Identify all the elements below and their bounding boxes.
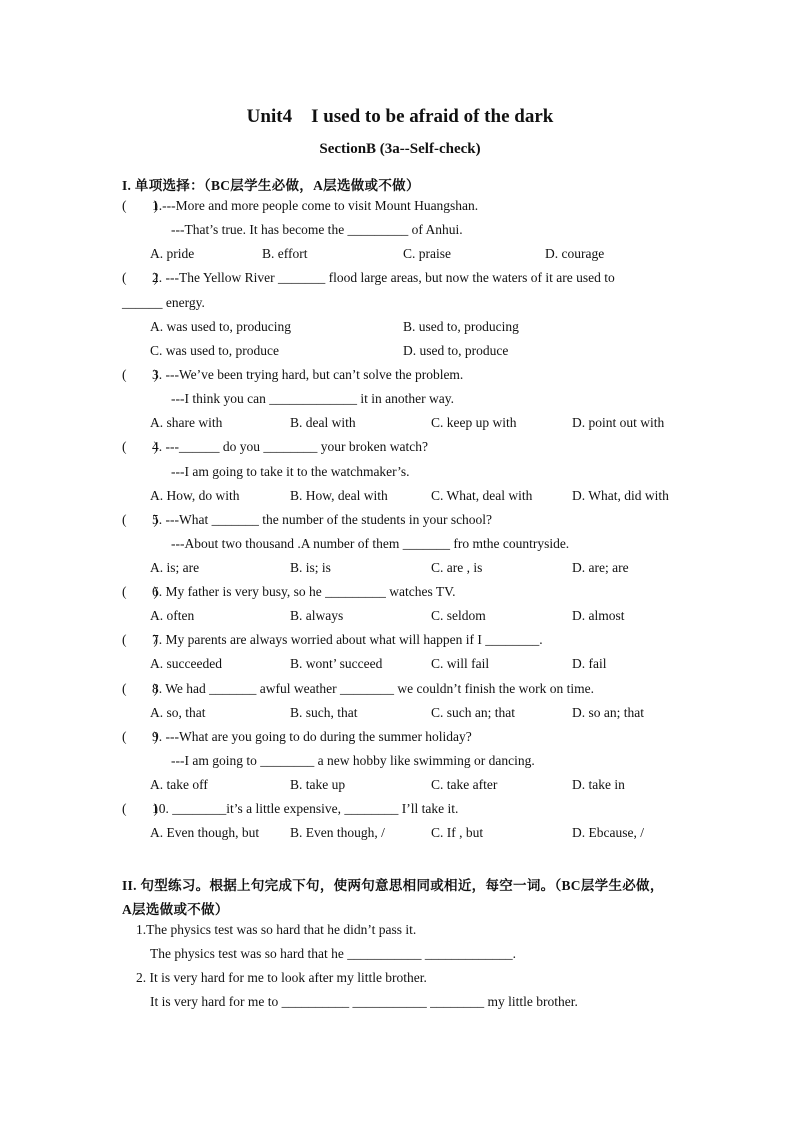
question-stem: 7. My parents are always worried about what will happen if I ________. (152, 632, 543, 647)
option-d: D. Ebcause, / (572, 825, 644, 840)
answer-blank: ( ) (122, 270, 158, 285)
answer-blank: ( ) (122, 632, 158, 647)
option-c: C. If , but (431, 825, 484, 840)
option-b: B. Even though, / (290, 825, 385, 840)
question-stem: 2. ---The Yellow River _______ flood large areas, but now the waters of it are used to (152, 270, 615, 285)
option-a: A. succeeded (150, 656, 222, 671)
option-b: B. such, that (290, 705, 358, 720)
option-d: D. take in (572, 777, 625, 792)
answer-blank: ( ) (122, 801, 158, 816)
original-sentence: 1.The physics test was so hard that he didn’t pass it. (136, 922, 417, 937)
option-a: A. share with (150, 415, 223, 430)
option-b: B. always (290, 608, 344, 623)
option-b: B. take up (290, 777, 346, 792)
section2-heading-line2: A层选做或不做） (122, 902, 229, 917)
option-d: D. fail (572, 656, 607, 671)
original-sentence: 2. It is very hard for me to look after my little brother. (136, 970, 427, 985)
question-stem: 5. ---What _______ the number of the students in your school? (152, 512, 493, 527)
option-d: D. What, did with (572, 488, 669, 503)
question-continuation: ---I am going to ________ a new hobby like swimming or dancing. (171, 753, 535, 768)
option-c: C. will fail (431, 656, 490, 671)
question-continuation: ---I am going to take it to the watchmaker’s. (171, 464, 410, 479)
option-a: A. Even though, but (150, 825, 260, 840)
answer-blank: ( ) (122, 681, 158, 696)
option-b: B. is; is (290, 560, 331, 575)
option-c: C. take after (431, 777, 498, 792)
rewrite-sentence: The physics test was so hard that he ___________ _____________. (150, 946, 516, 961)
answer-blank: ( ) (122, 729, 158, 744)
option-c: C. such an; that (431, 705, 515, 720)
question-stem: 9. ---What are you going to do during the summer holiday? (152, 729, 472, 744)
page-title: Unit4 I used to be afraid of the dark (246, 106, 554, 127)
option-b: B. deal with (290, 415, 356, 430)
option-a: A. take off (150, 777, 208, 792)
option-a: A. was used to, producing (150, 319, 291, 334)
answer-blank: ( ) (122, 439, 158, 454)
question-continuation: ---That’s true. It has become the _________ of Anhui. (171, 222, 463, 237)
question-stem: 10. ________it’s a little expensive, ________ I’ll take it. (152, 801, 459, 816)
question-stem: 1.---More and more people come to visit Mount Huangshan. (152, 198, 479, 213)
option-c: C. are , is (431, 560, 483, 575)
section2-heading-line1: II. 句型练习。根据上句完成下句，使两句意思相同或相近，每空一词。（BC层学生必做， (122, 878, 664, 893)
option-c: C. seldom (431, 608, 486, 623)
option-b: B. effort (262, 246, 308, 261)
option-a: A. is; are (150, 560, 200, 575)
option-a: A. pride (150, 246, 195, 261)
option-d: D. used to, produce (403, 343, 509, 358)
page-subtitle: SectionB (3a--Self-check) (319, 141, 481, 157)
option-c: C. What, deal with (431, 488, 533, 503)
option-c: C. was used to, produce (150, 343, 279, 358)
answer-blank: ( ) (122, 198, 158, 213)
option-d: D. are; are (572, 560, 629, 575)
question-stem: 6. My father is very busy, so he _________ watches TV. (152, 584, 456, 599)
option-c: C. keep up with (431, 415, 517, 430)
option-d: D. almost (572, 608, 625, 623)
question-wrap: ______ energy. (122, 295, 205, 310)
question-continuation: ---I think you can _____________ it in another way. (171, 391, 454, 406)
question-stem: 3. ---We’ve been trying hard, but can’t solve the problem. (152, 367, 464, 382)
option-a: A. so, that (150, 705, 206, 720)
question-stem: 8. We had _______ awful weather ________ we couldn’t finish the work on time. (152, 681, 594, 696)
option-b: B. wont’ succeed (290, 656, 383, 671)
question-stem: 4. ---______ do you ________ your broken watch? (152, 439, 428, 454)
option-d: D. courage (545, 246, 605, 261)
option-d: D. point out with (572, 415, 665, 430)
option-a: A. often (150, 608, 195, 623)
answer-blank: ( ) (122, 584, 158, 599)
option-a: A. How, do with (150, 488, 240, 503)
section1-heading: I. 单项选择：（BC层学生必做，A层选做或不做） (122, 178, 420, 193)
question-continuation: ---About two thousand .A number of them _______ fro mthe countryside. (171, 536, 570, 551)
answer-blank: ( ) (122, 367, 158, 382)
rewrite-sentence: It is very hard for me to __________ ___________ ________ my little brother. (150, 994, 578, 1009)
option-c: C. praise (403, 246, 451, 261)
answer-blank: ( ) (122, 512, 158, 527)
option-d: D. so an; that (572, 705, 644, 720)
option-b: B. used to, producing (403, 319, 519, 334)
option-b: B. How, deal with (290, 488, 388, 503)
